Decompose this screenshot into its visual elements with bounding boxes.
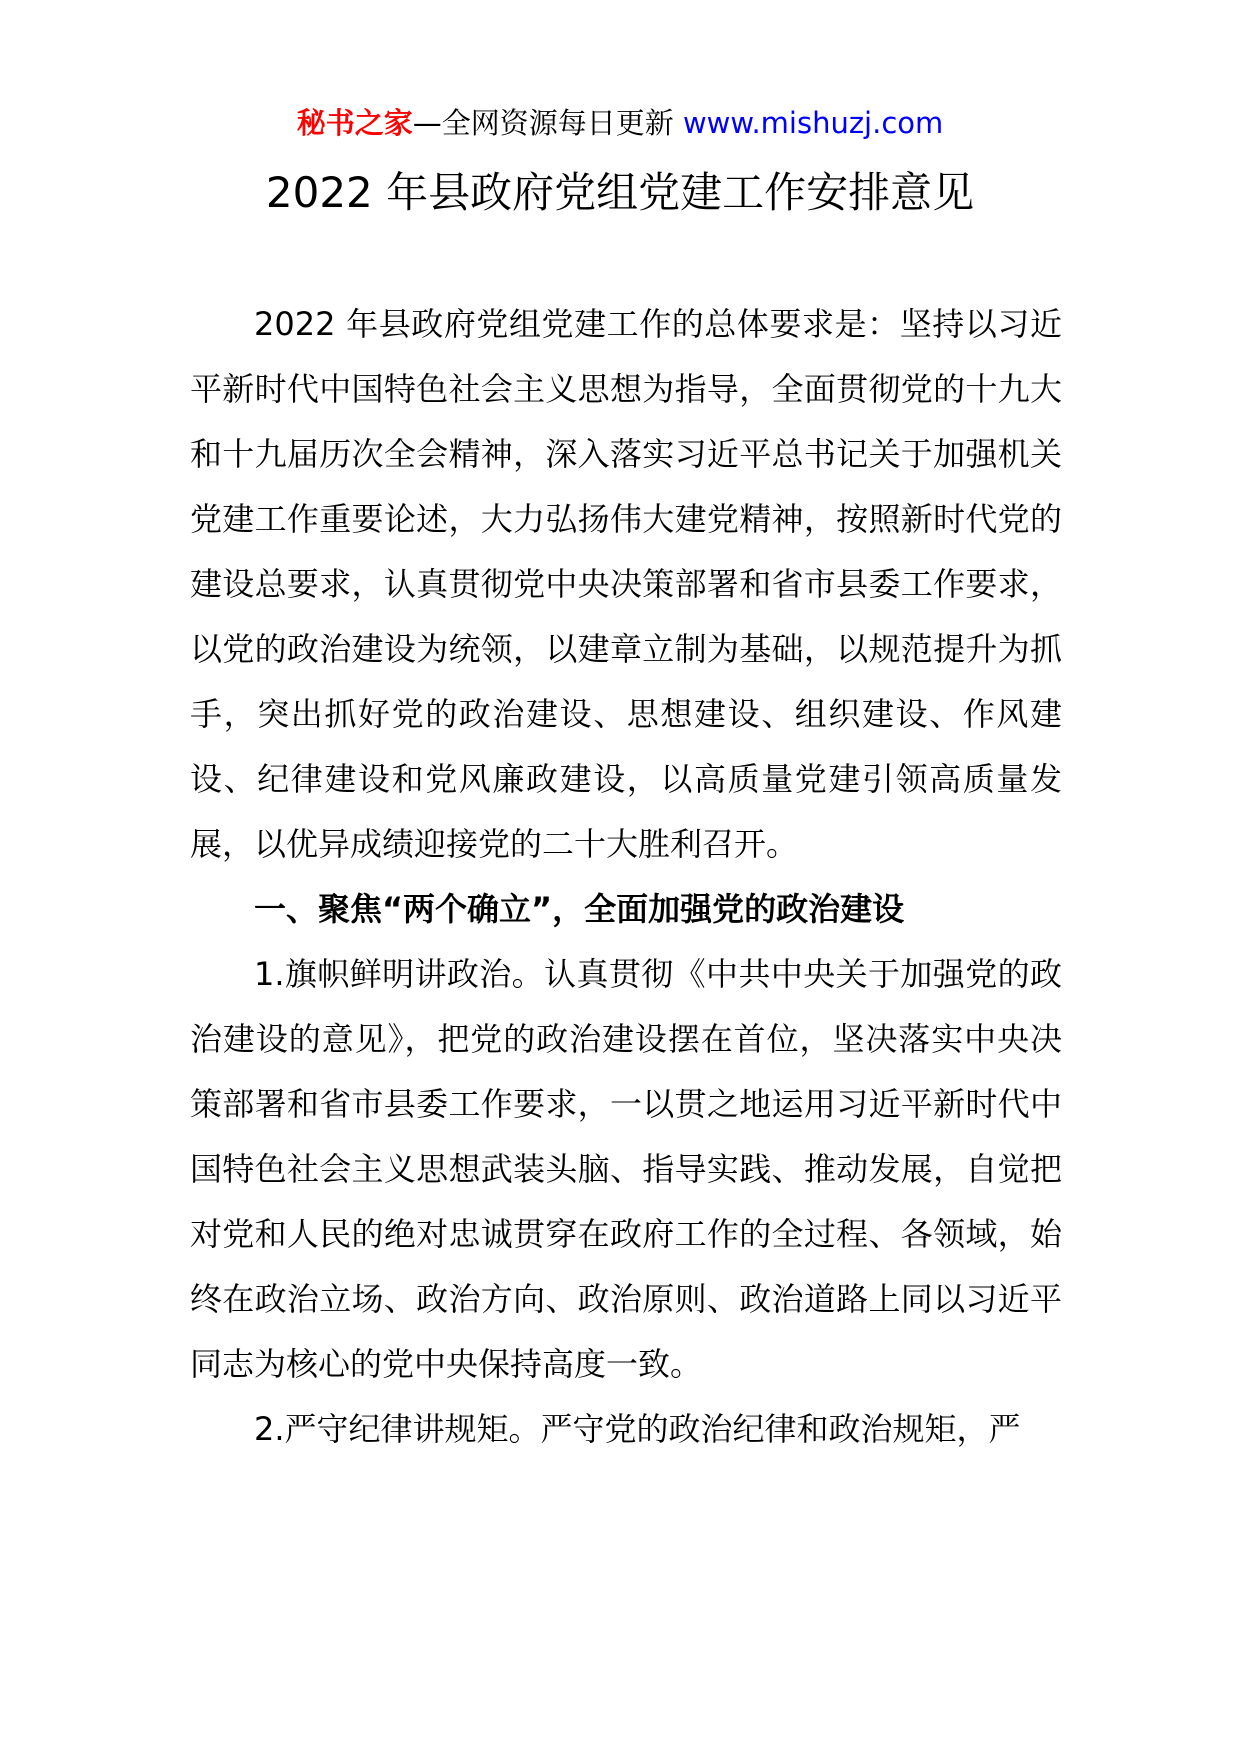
document-body xyxy=(190,292,1062,1462)
item-paragraph-1: 1.旗帜鲜明讲政治。认真贯彻《中共中央关于加强党的政治建设的意见》，把党的政治建设摆在首位，坚决落实中央决策部署和省市县委工作要求，一以贯之地运用习近平新时代中国特色社会主义思想武装头脑、指导实践、推动发展，自觉把对党和人民的绝对忠诚贯穿在政府工作的全过程、各领域，始终在政治立场、政治方向、政治原则、政治道路上同以习近平同志为核心的党中央保持高度一致。 xyxy=(190,955,1062,1383)
intro-paragraph: 2022 年县政府党组党建工作的总体要求是：坚持以习近平新时代中国特色社会主义思想为指导，全面贯彻党的十九大和十九届历次全会精神，深入落实习近平总书记关于加强机关党建工作重要论述，大力弘扬伟大建党精神，按照新时代党的建设总要求，认真贯彻党中央决策部署和省市县委工作要求，以党的政治建设为统领，以建章立制为基础，以规范提升为抓手，突出抓好党的政治建设、思想建设、组织建设、作风建设、纪律建设和党风廉政建设，以高质量党建引领高质量发展，以优异成绩迎接党的二十大胜利召开。 xyxy=(190,305,1062,863)
site-url-link[interactable]: www.mishuzj.com xyxy=(682,106,944,140)
site-header xyxy=(0,103,1240,143)
document-title: 2022 年县政府党组党建工作安排意见 xyxy=(265,168,975,217)
brand-name: 秘书之家 xyxy=(296,106,413,140)
item-paragraph-2: 2.严守纪律讲规矩。严守党的政治纪律和政治规矩，严 xyxy=(254,1410,1021,1448)
section-heading-1: 一、聚焦“两个确立”，全面加强党的政治建设 xyxy=(254,890,905,928)
site-tagline: —全网资源每日更新 xyxy=(412,106,683,140)
